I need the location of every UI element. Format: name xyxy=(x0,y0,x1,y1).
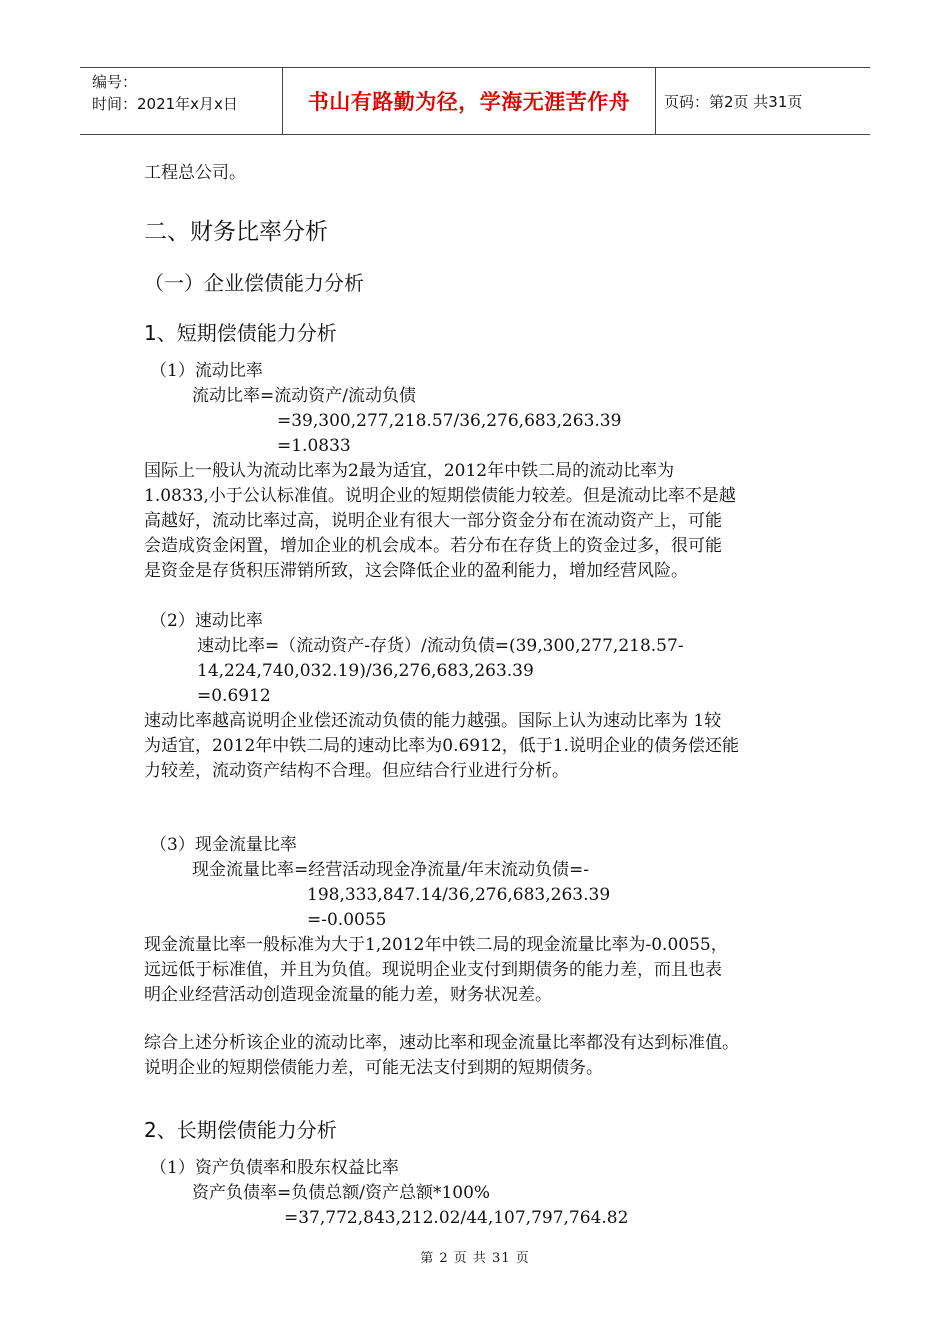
short-term-heading: 1、短期偿债能力分析 xyxy=(144,321,337,345)
debt-ratio-label: （1）资产负债率和股东权益比率 xyxy=(150,1158,399,1178)
debt-ratio-calc: =37,772,843,212.02/44,107,797,764.82 xyxy=(284,1208,629,1228)
section-heading: 二、财务比率分析 xyxy=(144,219,328,245)
paragraph-line: 1.0833,小于公认标准值。说明企业的短期偿债能力较差。但是流动比率不是越 xyxy=(144,486,736,506)
current-ratio-calc: =39,300,277,218.57/36,276,683,263.39 xyxy=(277,411,622,431)
page-header xyxy=(80,67,870,135)
paragraph-line: 远远低于标准值，并且为负值。现说明企业支付到期债务的能力差，而且也表 xyxy=(144,960,722,980)
quick-ratio-formula: 速动比率=（流动资产-存货）/流动负债=(39,300,277,218.57- xyxy=(197,636,684,656)
subsection-heading: （一）企业偿债能力分析 xyxy=(144,271,364,295)
motto-text: 书山有路勤为径，学海无涯苦作舟 xyxy=(282,68,656,134)
current-ratio-formula: 流动比率=流动资产/流动负债 xyxy=(192,386,416,406)
paragraph-line: 高越好，流动比率过高，说明企业有很大一部分资金分布在流动资产上，可能 xyxy=(144,511,722,531)
paragraph-line: 是资金是存货积压滞销所致，这会降低企业的盈利能力，增加经营风险。 xyxy=(144,561,688,581)
header-left-cell xyxy=(80,68,282,134)
paragraph-line: 明企业经营活动创造现金流量的能力差，财务状况差。 xyxy=(144,985,552,1005)
quick-ratio-formula-cont: 14,224,740,032.19)/36,276,683,263.39 xyxy=(197,661,534,681)
summary-line: 综合上述分析该企业的流动比率，速动比率和现金流量比率都没有达到标准值。 xyxy=(144,1033,739,1053)
quick-ratio-result: =0.6912 xyxy=(197,686,271,706)
paragraph-line: 速动比率越高说明企业偿还流动负债的能力越强。国际上认为速动比率为 1较 xyxy=(144,711,722,731)
cash-ratio-formula-cont: 198,333,847.14/36,276,683,263.39 xyxy=(307,885,611,905)
page-info: 页码：第2页 共31页 xyxy=(664,92,803,111)
debt-ratio-formula: 资产负债率=负债总额/资产总额*100% xyxy=(192,1183,491,1203)
intro-tail: 工程总公司。 xyxy=(144,163,246,183)
current-ratio-label: （1）流动比率 xyxy=(150,361,263,381)
paragraph-line: 为适宜，2012年中铁二局的速动比率为0.6912，低于1.说明企业的债务偿还能 xyxy=(144,736,739,756)
current-ratio-result: =1.0833 xyxy=(277,436,351,456)
cash-ratio-label: （3）现金流量比率 xyxy=(150,835,297,855)
long-term-heading: 2、长期偿债能力分析 xyxy=(144,1118,337,1142)
summary-line: 说明企业的短期偿债能力差，可能无法支付到期的短期债务。 xyxy=(144,1058,603,1078)
time-label: 时间：2021年x月x日 xyxy=(92,95,238,113)
cash-ratio-formula: 现金流量比率=经营活动现金净流量/年末流动负债=- xyxy=(192,860,589,880)
quick-ratio-label: （2）速动比率 xyxy=(150,611,263,631)
paragraph-line: 国际上一般认为流动比率为2最为适宜，2012年中铁二局的流动比率为 xyxy=(144,461,675,481)
paragraph-line: 现金流量比率一般标准为大于1,2012年中铁二局的现金流量比率为-0.0055， xyxy=(144,935,728,955)
page-footer: 第 2 页 共 31 页 xyxy=(420,1251,530,1266)
paragraph-line: 力较差，流动资产结构不合理。但应结合行业进行分析。 xyxy=(144,761,569,781)
paragraph-line: 会造成资金闲置，增加企业的机会成本。若分布在存货上的资金过多，很可能 xyxy=(144,536,722,556)
cash-ratio-result: =-0.0055 xyxy=(307,910,387,930)
number-label: 编号： xyxy=(92,73,138,91)
